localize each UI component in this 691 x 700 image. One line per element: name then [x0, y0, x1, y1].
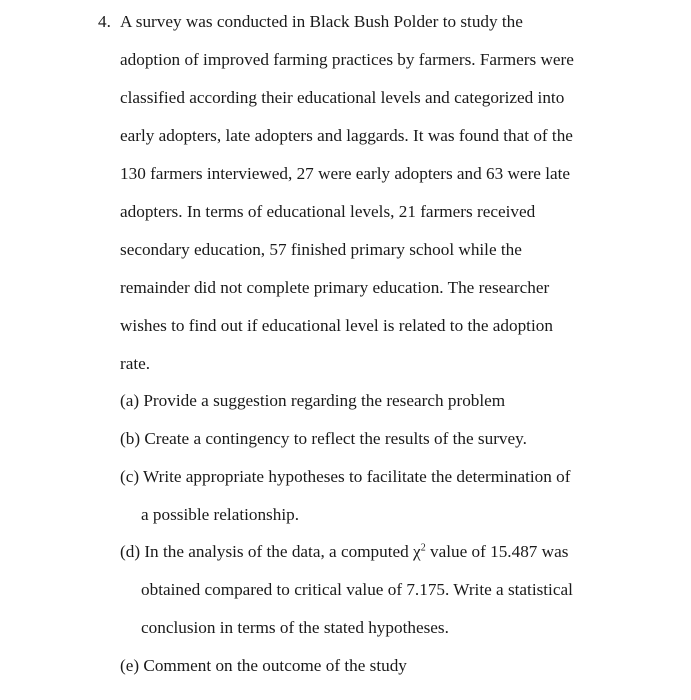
stem-line-5: 130 farmers interviewed, 27 were early adopters and 63 were late: [120, 164, 571, 183]
part-c-line-1: (c) Write appropriate hypotheses to facilitate the determination of: [120, 467, 571, 486]
part-d-line-2: obtained compared to critical value of 7.175. Write a statistical: [141, 580, 573, 599]
part-d-line-3: conclusion in terms of the stated hypotheses.: [141, 618, 449, 637]
part-a: (a) Provide a suggestion regarding the research problem: [120, 391, 506, 410]
part-c-line-2: a possible relationship.: [141, 505, 300, 524]
stem-line-8: remainder did not complete primary education. The researcher: [120, 278, 550, 297]
stem-line-4: early adopters, late adopters and laggards. It was found that of the: [120, 126, 573, 145]
part-d-line-1: [120, 543, 568, 560]
stem-line-10: rate.: [120, 354, 151, 373]
part-d-text-before: (d) In the analysis of the data, a computed χ: [120, 542, 421, 561]
part-e: (e) Comment on the outcome of the study: [120, 656, 407, 675]
stem-line-9: wishes to find out if educational level is related to the adoption: [120, 316, 553, 335]
stem-line-2: adoption of improved farming practices by farmers. Farmers were: [120, 50, 574, 69]
chi-square-superscript: 2: [420, 542, 426, 554]
stem-line-1: A survey was conducted in Black Bush Polder to study the: [120, 12, 523, 31]
stem-line-6: adopters. In terms of educational levels, 21 farmers received: [120, 202, 536, 221]
question-number: 4.: [98, 12, 111, 31]
part-b: (b) Create a contingency to reflect the results of the survey.: [120, 429, 527, 448]
part-d-text-after: value of 15.487 was: [425, 542, 569, 561]
stem-line-7: secondary education, 57 finished primary school while the: [120, 240, 522, 259]
stem-line-3: classified according their educational levels and categorized into: [120, 88, 565, 107]
